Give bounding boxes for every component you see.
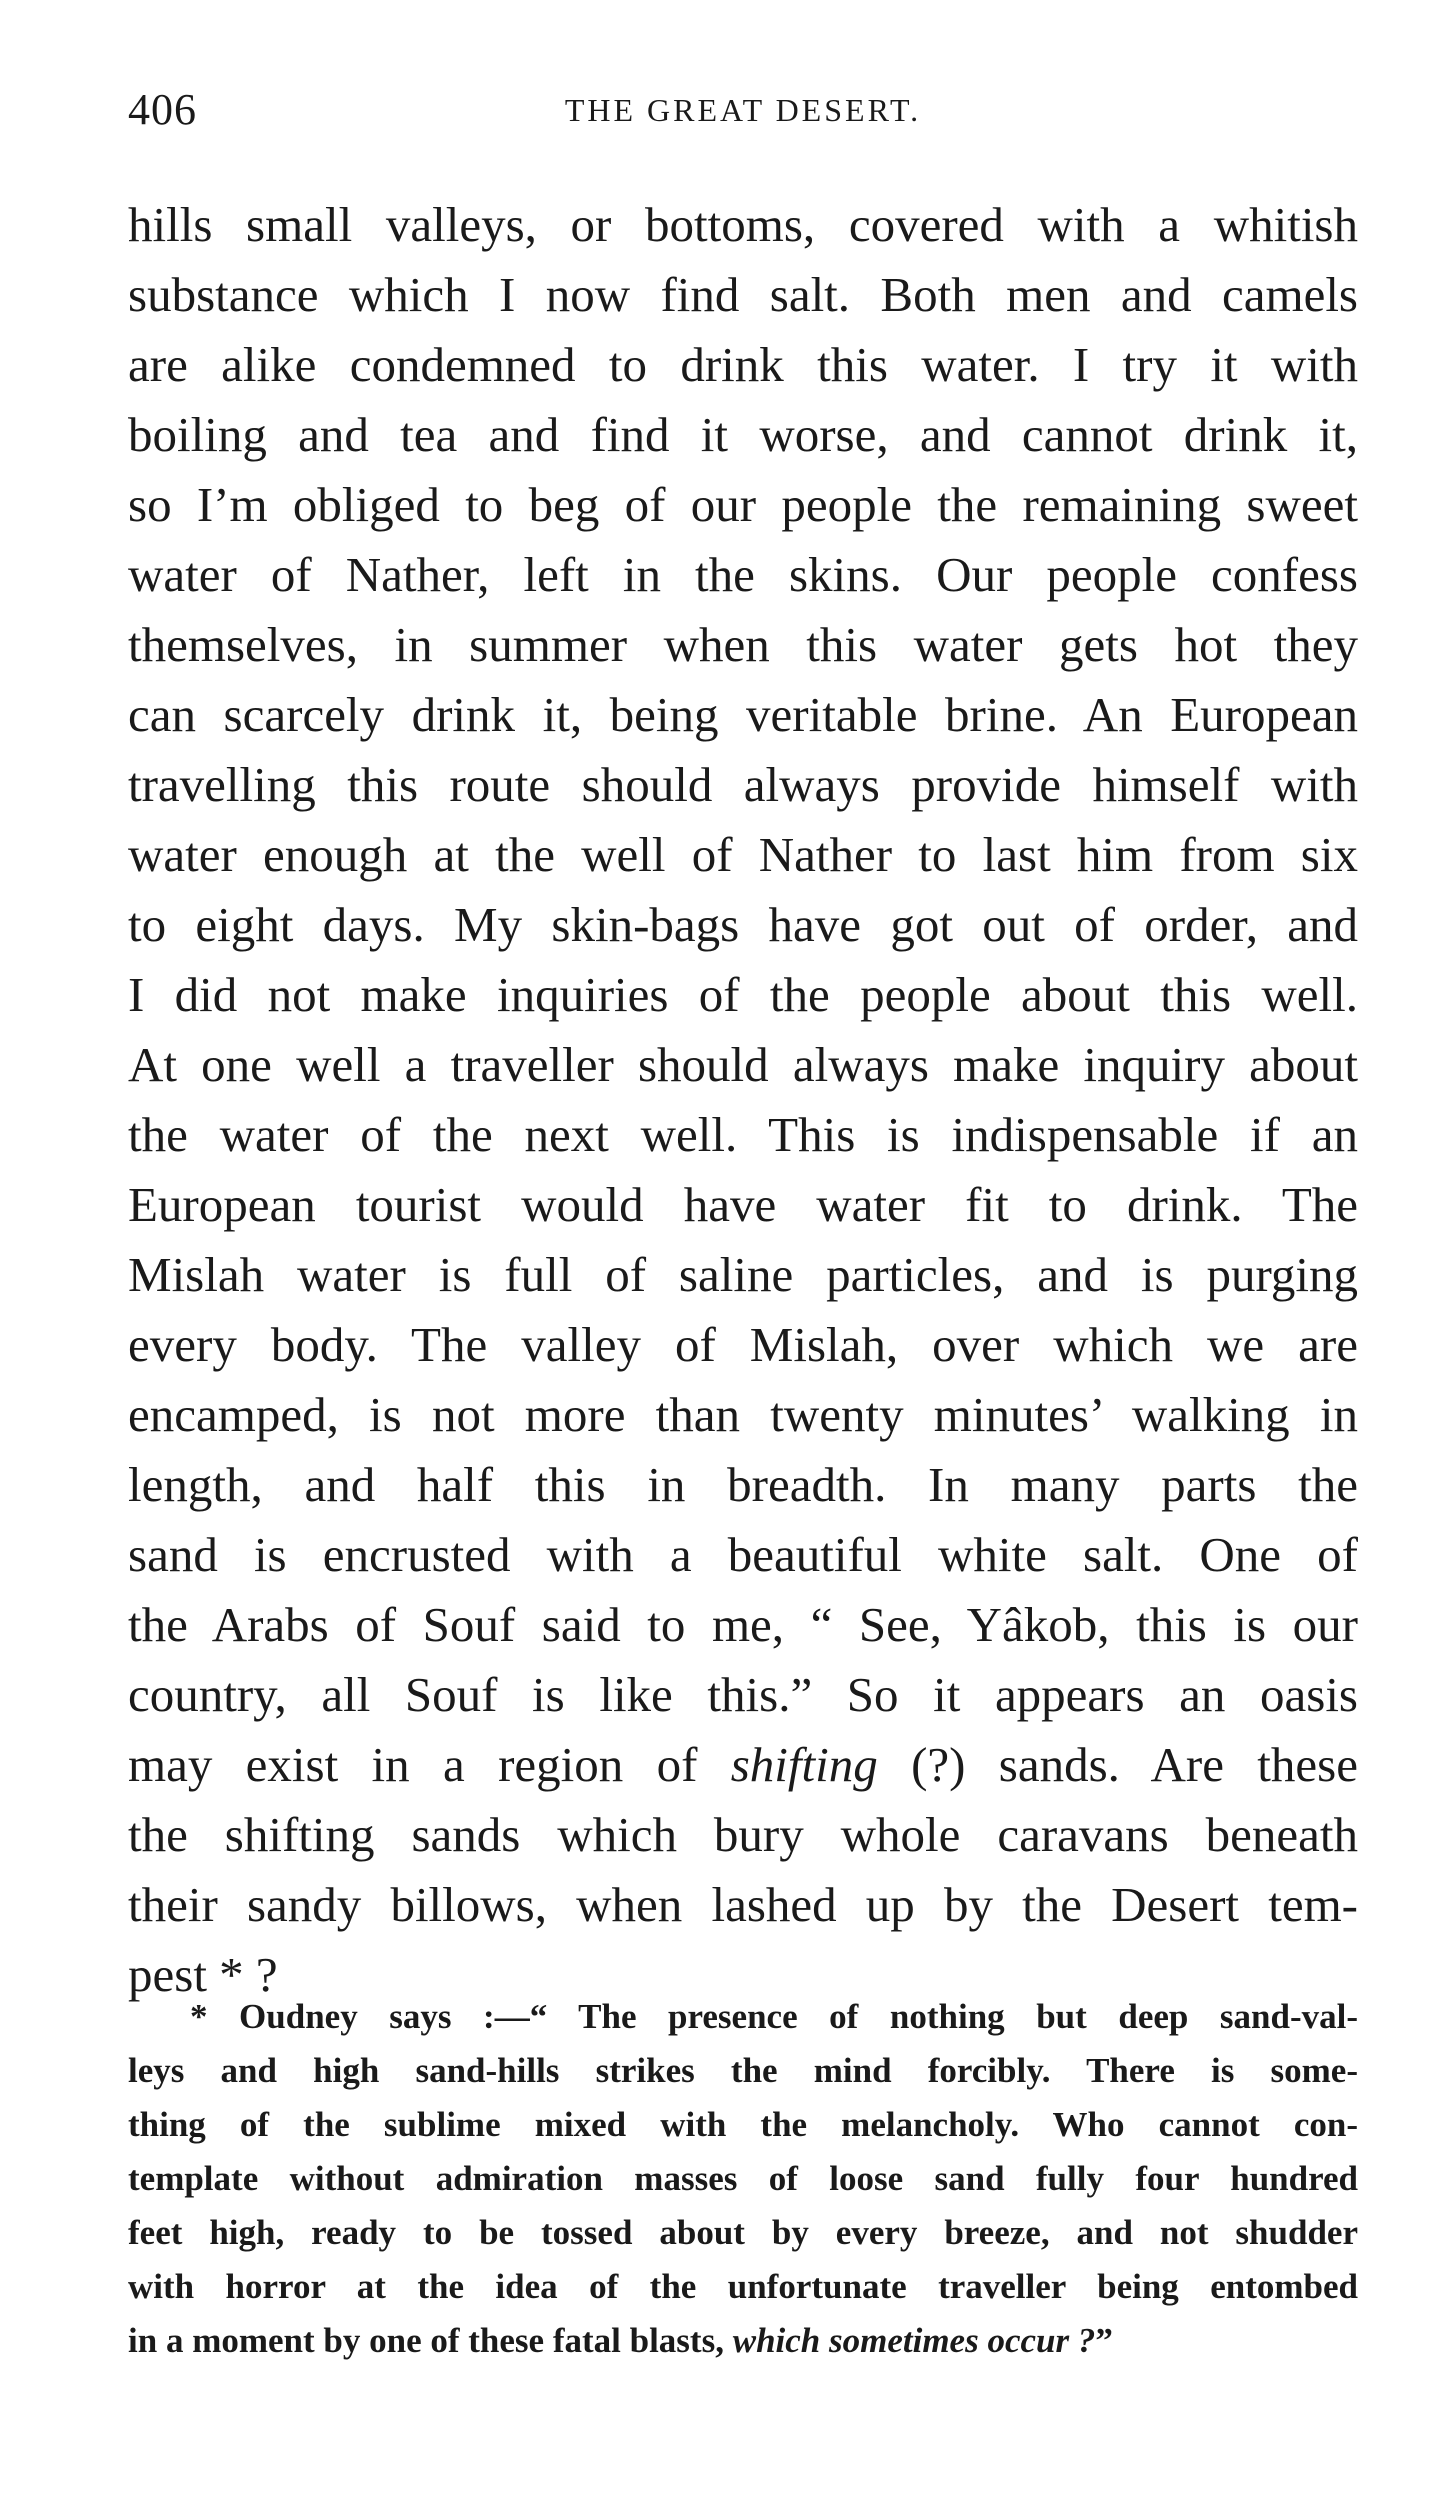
text-line: sand is encrusted with a beautiful white salt. One of: [128, 1527, 1358, 1582]
text-segment: ”: [1095, 2321, 1113, 2360]
text-line-with-italic: [128, 1730, 1358, 1800]
text-line: are alike condemned to drink this water. I try it with: [128, 337, 1358, 392]
text-line: water of Nather, left in the skins. Our people confess: [128, 547, 1358, 602]
text-line: substance which I now find salt. Both men and camels: [128, 267, 1358, 322]
text-line: hills small valleys, or bottoms, covered with a whitish: [128, 197, 1358, 252]
footnote-line: thing of the sublime mixed with the melancholy. Who cannot con-: [128, 2105, 1358, 2144]
text-line: European tourist would have water fit to drink. The: [128, 1177, 1358, 1232]
page-header: [128, 84, 1358, 144]
text-segment: in a moment by one of these fatal blasts,: [128, 2321, 733, 2360]
footnote-line-final: [128, 2314, 1358, 2368]
page-number: 406: [128, 85, 197, 134]
text-line: At one well a traveller should always make inquiry about: [128, 1037, 1358, 1092]
text-line: to eight days. My skin-bags have got out of order, and: [128, 897, 1358, 952]
footnote-line: * Oudney says :—“ The presence of nothing but deep sand-val-: [190, 1997, 1358, 2036]
text-line: length, and half this in breadth. In many parts the: [128, 1457, 1358, 1512]
running-head: THE GREAT DESERT.: [564, 92, 922, 128]
footnote: [128, 1990, 1358, 2368]
text-line: water enough at the well of Nather to last him from six: [128, 827, 1358, 882]
text-line: travelling this route should always provide himself with: [128, 757, 1358, 812]
text-line: every body. The valley of Mislah, over which we are: [128, 1317, 1358, 1372]
text-line: country, all Souf is like this.” So it appears an oasis: [128, 1667, 1358, 1722]
text-line: Mislah water is full of saline particles, and is purging: [128, 1247, 1358, 1302]
text-line: so I’m obliged to beg of our people the remaining sweet: [128, 477, 1358, 532]
text-line: encamped, is not more than twenty minutes’ walking in: [128, 1387, 1358, 1442]
text-line: the Arabs of Souf said to me, “ See, Yâkob, this is our: [128, 1597, 1358, 1652]
italic-quote-end: which sometimes occur ?: [732, 2321, 1096, 2360]
text-line: their sandy billows, when lashed up by the Desert tem-: [128, 1877, 1358, 1932]
italic-word-shifting: shifting: [730, 1737, 878, 1792]
text-line: the shifting sands which bury whole caravans beneath: [128, 1807, 1358, 1862]
footnote-line: feet high, ready to be tossed about by every breeze, and not shudder: [128, 2213, 1358, 2252]
text-line-final: pest * ?: [128, 1947, 278, 2002]
footnote-line: template without admiration masses of loose sand fully four hundred: [128, 2159, 1358, 2198]
text-segment: (?) sands. Are these: [877, 1737, 1358, 1792]
text-line: I did not make inquiries of the people about this well.: [128, 967, 1358, 1022]
footnote-line: with horror at the idea of the unfortunate traveller being entombed: [128, 2267, 1358, 2306]
body-text: [128, 190, 1358, 2010]
text-line: boiling and tea and find it worse, and cannot drink it,: [128, 407, 1358, 462]
text-line: the water of the next well. This is indispensable if an: [128, 1107, 1358, 1162]
text-line: can scarcely drink it, being veritable brine. An European: [128, 687, 1358, 742]
text-line: themselves, in summer when this water gets hot they: [128, 617, 1358, 672]
text-segment: may exist in a region of: [128, 1737, 731, 1792]
footnote-line: leys and high sand-hills strikes the mind forcibly. There is some-: [128, 2051, 1358, 2090]
